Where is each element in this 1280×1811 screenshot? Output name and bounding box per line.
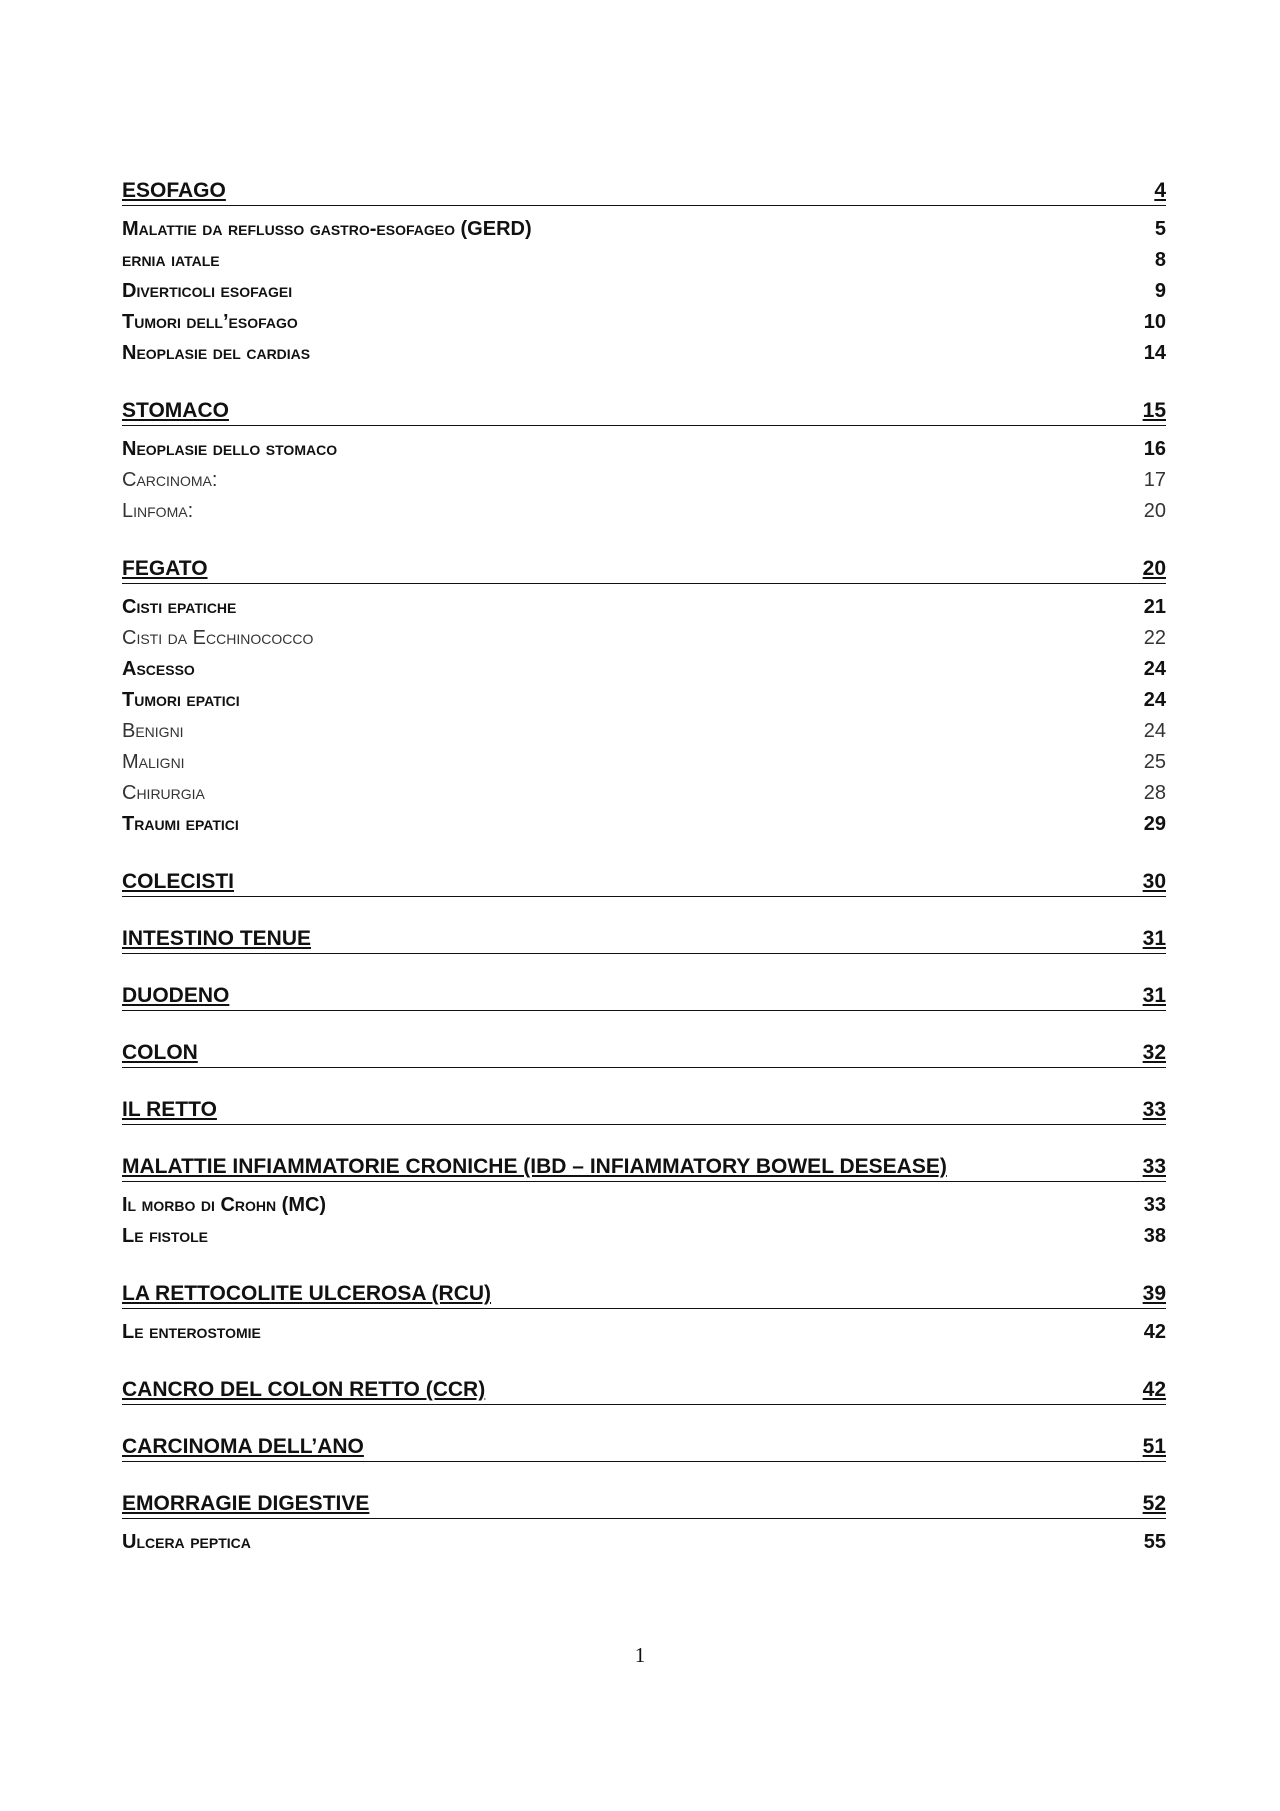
toc-entry-level-3[interactable] xyxy=(122,716,1166,747)
toc-entry-page: 55 xyxy=(1143,1531,1166,1553)
toc-entry-page: 14 xyxy=(1143,342,1166,364)
toc-entry-level-2[interactable] xyxy=(122,1221,1166,1252)
toc-entry-level-1[interactable] xyxy=(122,390,1166,426)
toc-entry-title: Le fistole xyxy=(122,1225,208,1247)
toc-entry-page: 31 xyxy=(1142,927,1166,950)
toc-entry-title: CANCRO DEL COLON RETTO (CCR) xyxy=(122,1378,486,1401)
toc-entry-page: 8 xyxy=(1154,249,1166,271)
toc-entry-page: 25 xyxy=(1143,751,1166,773)
toc-entry-page: 42 xyxy=(1142,1378,1166,1401)
toc-entry-title: COLON xyxy=(122,1041,198,1064)
table-of-contents xyxy=(122,170,1166,1558)
toc-entry-title: DUODENO xyxy=(122,984,230,1007)
toc-entry-page: 38 xyxy=(1143,1225,1166,1247)
toc-entry-title: IL RETTO xyxy=(122,1098,217,1121)
toc-entry-page: 21 xyxy=(1143,596,1166,618)
toc-entry-title: Le enterostomie xyxy=(122,1321,261,1343)
toc-entry-title: Tumori dell’esofago xyxy=(122,311,298,333)
toc-entry-level-2[interactable] xyxy=(122,307,1166,338)
toc-entry-level-2[interactable] xyxy=(122,1190,1166,1221)
toc-entry-title: Cisti epatiche xyxy=(122,596,237,618)
toc-entry-level-2[interactable] xyxy=(122,214,1166,245)
toc-entry-level-1[interactable] xyxy=(122,975,1166,1011)
toc-entry-page: 52 xyxy=(1142,1492,1166,1515)
toc-entry-title: Il morbo di Crohn (MC) xyxy=(122,1194,327,1216)
toc-entry-level-2[interactable] xyxy=(122,276,1166,307)
toc-entry-level-1[interactable] xyxy=(122,1273,1166,1309)
toc-entry-level-1[interactable] xyxy=(122,861,1166,897)
toc-entry-page: 32 xyxy=(1142,1041,1166,1064)
toc-entry-page: 51 xyxy=(1142,1435,1166,1458)
toc-entry-level-1[interactable] xyxy=(122,1146,1166,1182)
toc-entry-level-2[interactable] xyxy=(122,685,1166,716)
toc-entry-page: 20 xyxy=(1142,557,1166,580)
toc-entry-title: Ulcera peptica xyxy=(122,1531,251,1553)
toc-entry-level-3[interactable] xyxy=(122,496,1166,527)
toc-entry-page: 42 xyxy=(1143,1321,1166,1343)
toc-entry-page: 29 xyxy=(1143,813,1166,835)
toc-entry-level-3[interactable] xyxy=(122,778,1166,809)
toc-entry-title: STOMACO xyxy=(122,399,229,422)
toc-entry-level-1[interactable] xyxy=(122,918,1166,954)
toc-entry-level-3[interactable] xyxy=(122,623,1166,654)
toc-entry-page: 15 xyxy=(1142,399,1166,422)
toc-entry-title: ESOFAGO xyxy=(122,179,226,202)
toc-entry-level-1[interactable] xyxy=(122,548,1166,584)
toc-entry-page: 28 xyxy=(1143,782,1166,804)
toc-entry-title: INTESTINO TENUE xyxy=(122,927,312,950)
toc-entry-title: Tumori epatici xyxy=(122,689,240,711)
toc-entry-page: 31 xyxy=(1142,984,1166,1007)
toc-entry-level-2[interactable] xyxy=(122,338,1166,369)
toc-entry-level-2[interactable] xyxy=(122,434,1166,465)
toc-entry-page: 16 xyxy=(1143,438,1166,460)
toc-entry-page: 9 xyxy=(1154,280,1166,302)
toc-entry-level-1[interactable] xyxy=(122,1032,1166,1068)
toc-entry-title: Ascesso xyxy=(122,658,195,680)
toc-entry-page: 39 xyxy=(1142,1282,1166,1305)
toc-entry-page: 30 xyxy=(1142,870,1166,893)
toc-entry-page: 33 xyxy=(1142,1155,1166,1178)
toc-entry-level-2[interactable] xyxy=(122,245,1166,276)
toc-entry-page: 5 xyxy=(1154,218,1166,240)
toc-entry-level-1[interactable] xyxy=(122,170,1166,206)
toc-entry-title: Traumi epatici xyxy=(122,813,239,835)
toc-entry-level-2[interactable] xyxy=(122,592,1166,623)
toc-entry-title: Benigni xyxy=(122,720,184,742)
toc-entry-level-2[interactable] xyxy=(122,1527,1166,1558)
toc-entry-page: 24 xyxy=(1143,658,1166,680)
toc-entry-level-2[interactable] xyxy=(122,654,1166,685)
toc-entry-level-3[interactable] xyxy=(122,465,1166,496)
toc-entry-page: 10 xyxy=(1143,311,1166,333)
toc-entry-page: 22 xyxy=(1143,627,1166,649)
toc-entry-title: Diverticoli esofagei xyxy=(122,280,293,302)
toc-entry-title: Neoplasie dello stomaco xyxy=(122,438,338,460)
toc-entry-title: Maligni xyxy=(122,751,185,773)
toc-entry-level-2[interactable] xyxy=(122,809,1166,840)
toc-entry-title: Malattie da reflusso gastro-esofageo (GERD) xyxy=(122,218,532,240)
toc-entry-level-2[interactable] xyxy=(122,1317,1166,1348)
toc-entry-title: EMORRAGIE DIGESTIVE xyxy=(122,1492,370,1515)
toc-entry-title: Cisti da Ecchinococco xyxy=(122,627,314,649)
toc-entry-title: Linfoma: xyxy=(122,500,194,522)
toc-entry-level-3[interactable] xyxy=(122,747,1166,778)
toc-entry-title: FEGATO xyxy=(122,557,208,580)
toc-entry-page: 24 xyxy=(1143,720,1166,742)
toc-entry-title: ernia iatale xyxy=(122,249,220,271)
toc-entry-title: Chirurgia xyxy=(122,782,205,804)
toc-entry-level-1[interactable] xyxy=(122,1089,1166,1125)
toc-entry-title: Neoplasie del cardias xyxy=(122,342,311,364)
toc-entry-title: CARCINOMA DELL’ANO xyxy=(122,1435,364,1458)
toc-entry-page: 17 xyxy=(1143,469,1166,491)
toc-entry-page: 20 xyxy=(1143,500,1166,522)
toc-entry-page: 24 xyxy=(1143,689,1166,711)
toc-entry-level-1[interactable] xyxy=(122,1426,1166,1462)
toc-entry-title: COLECISTI xyxy=(122,870,235,893)
toc-entry-page: 33 xyxy=(1142,1098,1166,1121)
page-number: 1 xyxy=(634,1643,646,1667)
toc-entry-title: LA RETTOCOLITE ULCEROSA (RCU) xyxy=(122,1282,492,1305)
toc-entry-level-1[interactable] xyxy=(122,1369,1166,1405)
toc-entry-title: Carcinoma: xyxy=(122,469,218,491)
toc-entry-page: 33 xyxy=(1143,1194,1166,1216)
toc-entry-level-1[interactable] xyxy=(122,1483,1166,1519)
toc-entry-page: 4 xyxy=(1154,179,1166,202)
toc-entry-title: MALATTIE INFIAMMATORIE CRONICHE (IBD – INFIAMMATORY BOWEL DESEASE) xyxy=(122,1155,947,1178)
